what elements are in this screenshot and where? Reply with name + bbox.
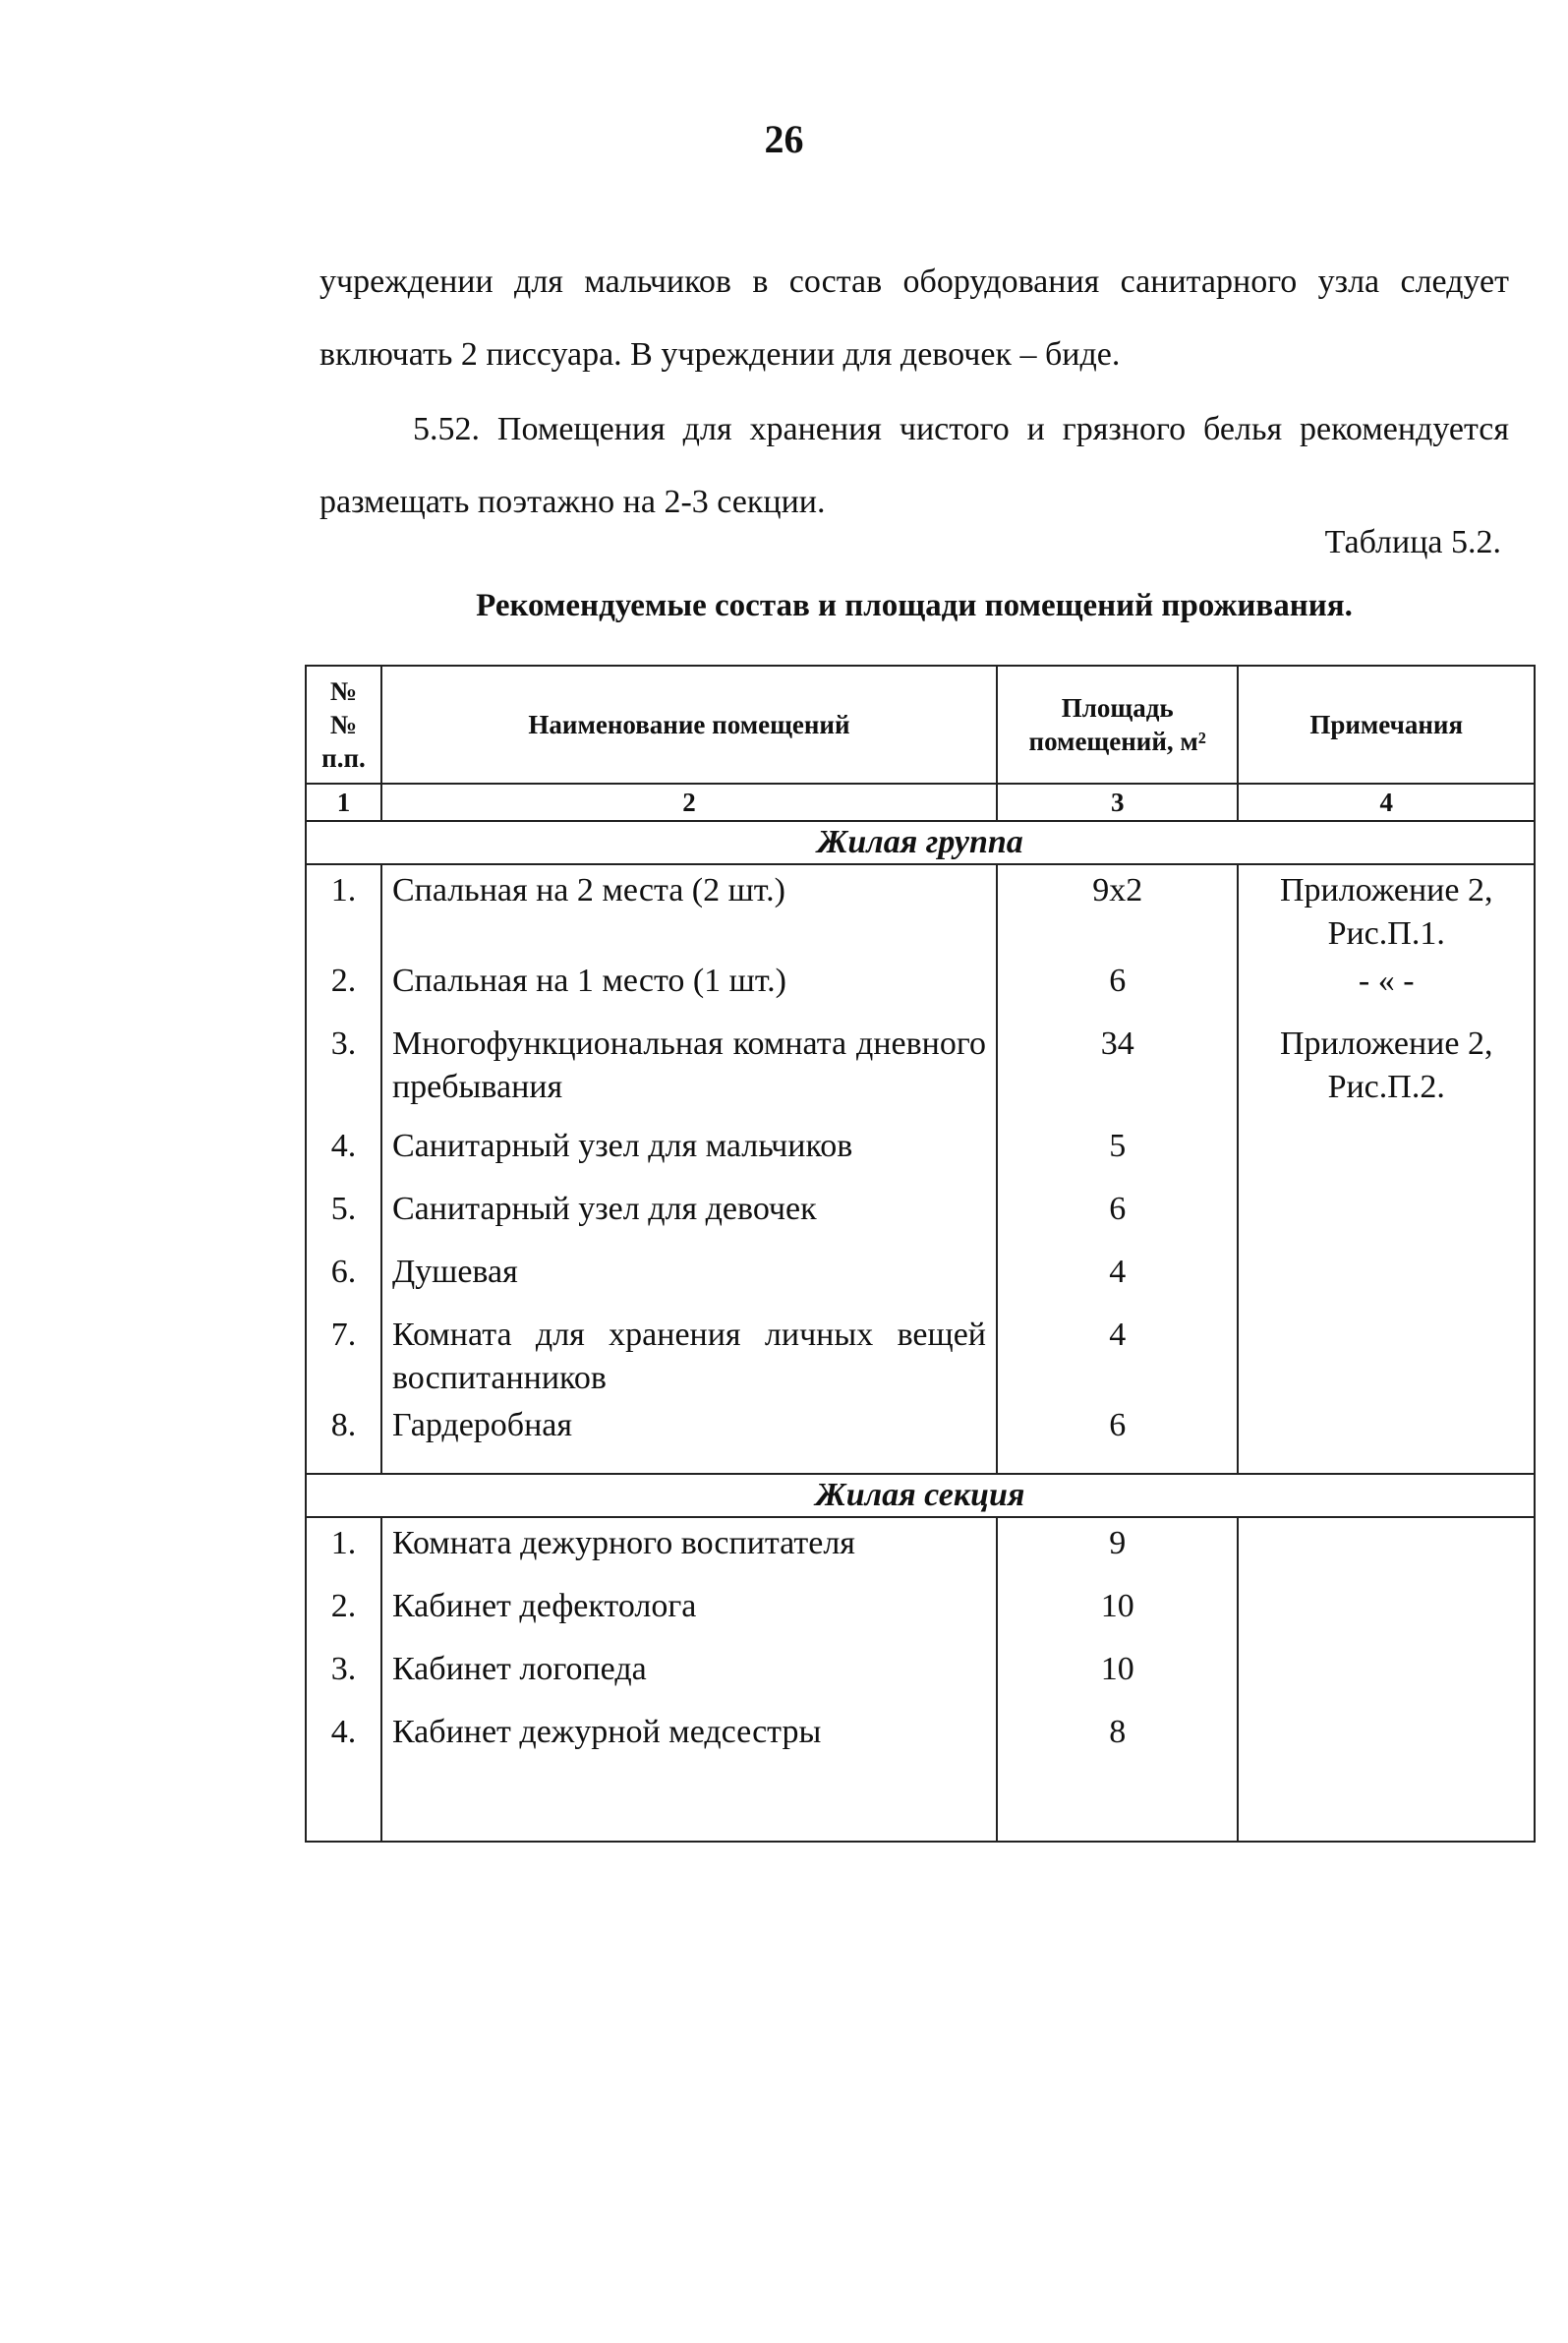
cell-note <box>1238 1707 1535 1842</box>
cell-area: 5 <box>997 1121 1238 1184</box>
cell-area: 4 <box>997 1247 1238 1310</box>
table-row <box>306 1644 1535 1707</box>
table-row <box>306 1517 1535 1581</box>
column-number: 4 <box>1238 784 1535 821</box>
cell-num: 4. <box>306 1121 381 1184</box>
cell-note <box>1238 1400 1535 1474</box>
cell-num: 3. <box>306 1019 381 1121</box>
table-row <box>306 1400 1535 1474</box>
cell-name: Спальная на 1 место (1 шт.) <box>381 956 997 1019</box>
cell-note: - « - <box>1238 956 1535 1019</box>
table-row <box>306 1581 1535 1644</box>
cell-area: 6 <box>997 1184 1238 1247</box>
cell-area: 9х2 <box>997 864 1238 956</box>
cell-name: Кабинет дефектолога <box>381 1581 997 1644</box>
cell-name: Душевая <box>381 1247 997 1310</box>
column-number: 1 <box>306 784 381 821</box>
section-title: Жилая секция <box>306 1474 1535 1517</box>
cell-num: 7. <box>306 1310 381 1400</box>
table-row <box>306 1310 1535 1400</box>
cell-num: 1. <box>306 864 381 956</box>
table-row <box>306 1121 1535 1184</box>
cell-area: 6 <box>997 956 1238 1019</box>
table-title: Рекомендуемые состав и площади помещений проживания. <box>476 588 1353 623</box>
cell-note <box>1238 1517 1535 1581</box>
column-number: 3 <box>997 784 1238 821</box>
cell-area: 8 <box>997 1707 1238 1842</box>
table-body <box>306 821 1535 1842</box>
cell-num: 6. <box>306 1247 381 1310</box>
cell-num: 2. <box>306 956 381 1019</box>
table-row <box>306 864 1535 956</box>
cell-area: 4 <box>997 1310 1238 1400</box>
table-header-row <box>306 666 1535 784</box>
cell-num: 1. <box>306 1517 381 1581</box>
table-number: Таблица 5.2. <box>1324 524 1501 560</box>
cell-name: Санитарный узел для девочек <box>381 1184 997 1247</box>
cell-name: Комната для хранения личных вещей воспитанников <box>381 1310 997 1400</box>
cell-note <box>1238 1581 1535 1644</box>
cell-name: Санитарный узел для мальчиков <box>381 1121 997 1184</box>
cell-name: Кабинет логопеда <box>381 1644 997 1707</box>
cell-note <box>1238 1644 1535 1707</box>
section-row <box>306 821 1535 864</box>
cell-area: 6 <box>997 1400 1238 1474</box>
cell-num: 4. <box>306 1707 381 1842</box>
cell-num: 8. <box>306 1400 381 1474</box>
cell-note: Приложение 2, Рис.П.2. <box>1238 1019 1535 1121</box>
table-row <box>306 1184 1535 1247</box>
column-number-row <box>306 784 1535 821</box>
cell-name: Комната дежурного воспитателя <box>381 1517 997 1581</box>
body-paragraph-1: учреждении для мальчиков в состав оборудования санитарного узла следует включать 2 писсуара. В учреждении для девочек – биде. <box>319 264 1509 373</box>
cell-note <box>1238 1310 1535 1400</box>
cell-num: 2. <box>306 1581 381 1644</box>
page-number: 26 <box>764 117 804 161</box>
header-name: Наименование помещений <box>381 666 997 784</box>
section-row <box>306 1474 1535 1517</box>
cell-name: Многофункциональная комната дневного пребывания <box>381 1019 997 1121</box>
cell-name: Гардеробная <box>381 1400 997 1474</box>
cell-name: Кабинет дежурной медсестры <box>381 1707 997 1842</box>
header-area: Площадь помещений, м² <box>997 666 1238 784</box>
cell-num: 3. <box>306 1644 381 1707</box>
section-title: Жилая группа <box>306 821 1535 864</box>
cell-area: 9 <box>997 1517 1238 1581</box>
header-num: № № п.п. <box>306 666 381 784</box>
table-row <box>306 1707 1535 1842</box>
table-row <box>306 1247 1535 1310</box>
cell-note <box>1238 1121 1535 1184</box>
cell-area: 10 <box>997 1644 1238 1707</box>
cell-note <box>1238 1184 1535 1247</box>
cell-note <box>1238 1247 1535 1310</box>
table-row <box>306 956 1535 1019</box>
table-row <box>306 1019 1535 1121</box>
cell-note: Приложение 2, Рис.П.1. <box>1238 864 1535 956</box>
cell-num: 5. <box>306 1184 381 1247</box>
header-note: Примечания <box>1238 666 1535 784</box>
cell-area: 34 <box>997 1019 1238 1121</box>
rooms-table <box>305 665 1536 1843</box>
body-paragraph-2: 5.52. Помещения для хранения чистого и грязного белья рекомендуется размещать поэтажно на 2-3 секции. <box>319 411 1509 520</box>
cell-name: Спальная на 2 места (2 шт.) <box>381 864 997 956</box>
column-number: 2 <box>381 784 997 821</box>
cell-area: 10 <box>997 1581 1238 1644</box>
